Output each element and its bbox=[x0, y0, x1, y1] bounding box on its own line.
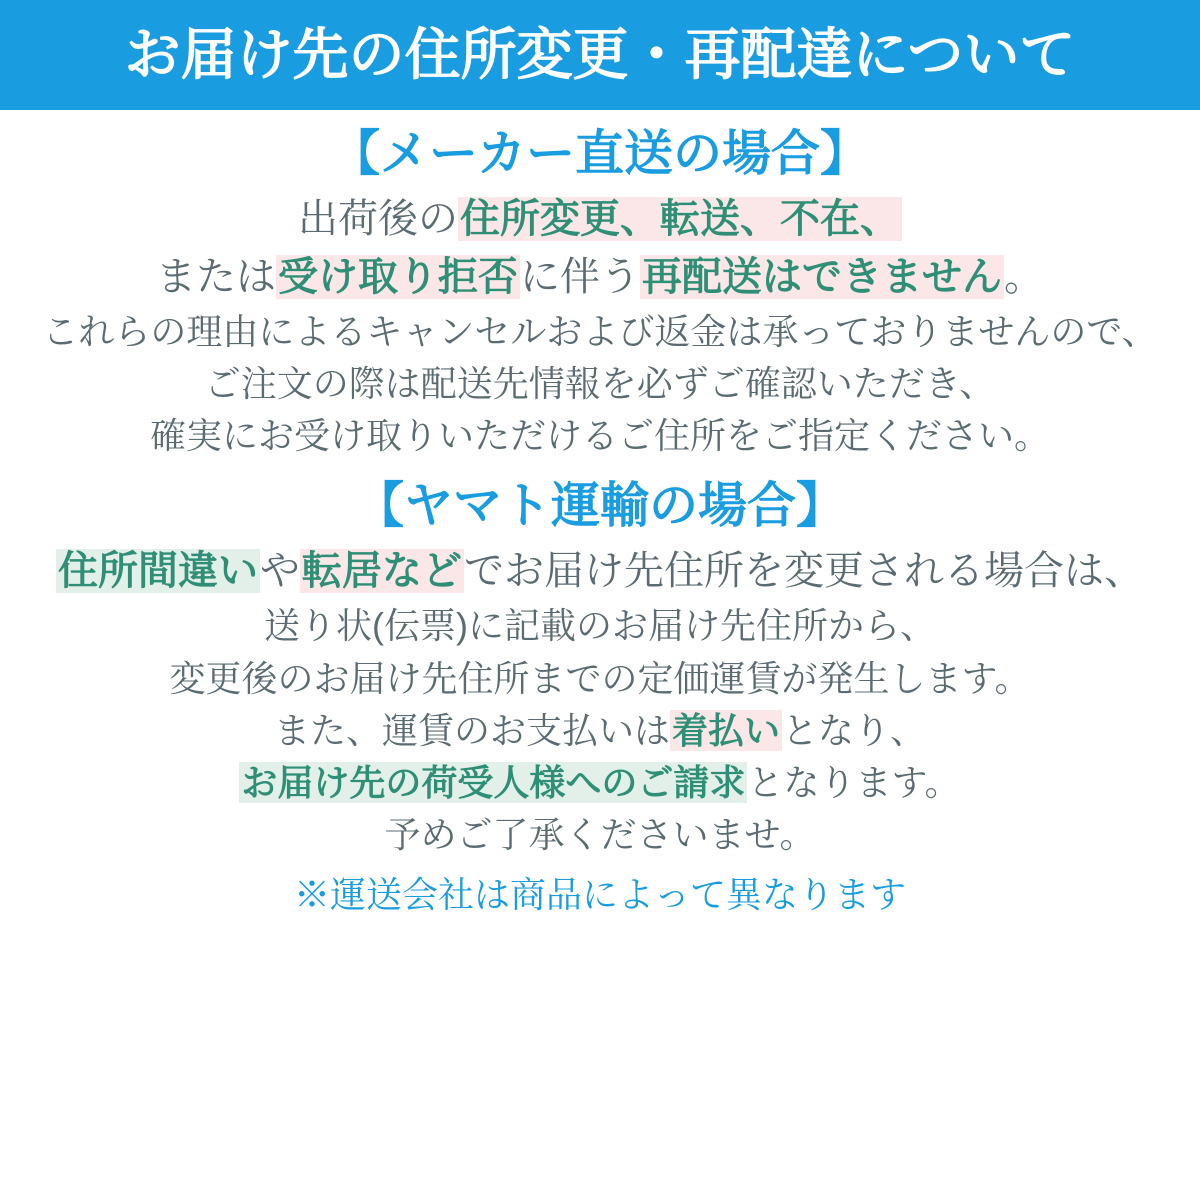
text-segment: でお届け先住所を変更される場合は、 bbox=[464, 549, 1144, 594]
text-segment: となり、 bbox=[782, 709, 927, 751]
notice-line bbox=[10, 809, 1190, 861]
highlight-segment: 住所変更、転送、不在、 bbox=[460, 196, 900, 241]
notice-line bbox=[10, 600, 1190, 652]
notice-line bbox=[10, 248, 1190, 306]
highlight-segment: 着払い bbox=[671, 709, 780, 751]
notice-line bbox=[10, 653, 1190, 705]
page-header bbox=[0, 0, 1200, 110]
text-segment: 予めご了承くださいませ。 bbox=[384, 814, 816, 856]
highlight-segment: 転居など bbox=[302, 549, 462, 594]
notice-line bbox=[10, 757, 1190, 809]
notice-line bbox=[10, 358, 1190, 410]
text-segment: また、運賃のお支払いは bbox=[273, 709, 670, 751]
section-heading: 【ヤマト運輸の場合】 bbox=[354, 479, 845, 534]
highlight-segment: 再配送はできません bbox=[642, 254, 1002, 299]
text-segment: これらの理由によるキャンセルおよび返金は承っておりませんので、 bbox=[42, 310, 1158, 352]
section-yamato bbox=[10, 480, 1190, 861]
highlight-segment: 住所間違い bbox=[58, 549, 258, 594]
notice-line bbox=[10, 306, 1190, 358]
text-segment: ご注文の際は配送先情報を必ずご確認いただき、 bbox=[204, 363, 996, 405]
text-segment: 確実にお受け取りいただけるご住所をご指定ください。 bbox=[149, 415, 1050, 457]
text-segment: に伴う bbox=[520, 254, 640, 299]
text-segment: となります。 bbox=[747, 761, 961, 803]
text-segment: 。 bbox=[1004, 254, 1044, 299]
text-segment: または bbox=[156, 254, 276, 299]
text-segment: 出荷後の bbox=[298, 196, 458, 241]
notice-line bbox=[10, 705, 1190, 757]
page-title: お届け先の住所変更・再配達について bbox=[124, 23, 1076, 86]
highlight-segment: お届け先の荷受人様へのご請求 bbox=[241, 761, 746, 803]
text-segment: 送り状(伝票)に記載のお届け先住所から、 bbox=[264, 605, 936, 647]
notice-line bbox=[10, 542, 1190, 600]
section-maker-direct bbox=[10, 128, 1190, 462]
notice-line bbox=[10, 190, 1190, 248]
section-heading: 【メーカー直送の場合】 bbox=[330, 127, 870, 181]
notice-body bbox=[0, 128, 1200, 918]
text-segment: 変更後のお届け先住所までの定価運賃が発生します。 bbox=[169, 657, 1031, 699]
highlight-segment: 受け取り拒否 bbox=[278, 254, 518, 299]
text-segment: や bbox=[260, 549, 300, 594]
notice-line bbox=[10, 410, 1190, 462]
footer-note: ※運送会社は商品によって異なります bbox=[293, 874, 906, 916]
